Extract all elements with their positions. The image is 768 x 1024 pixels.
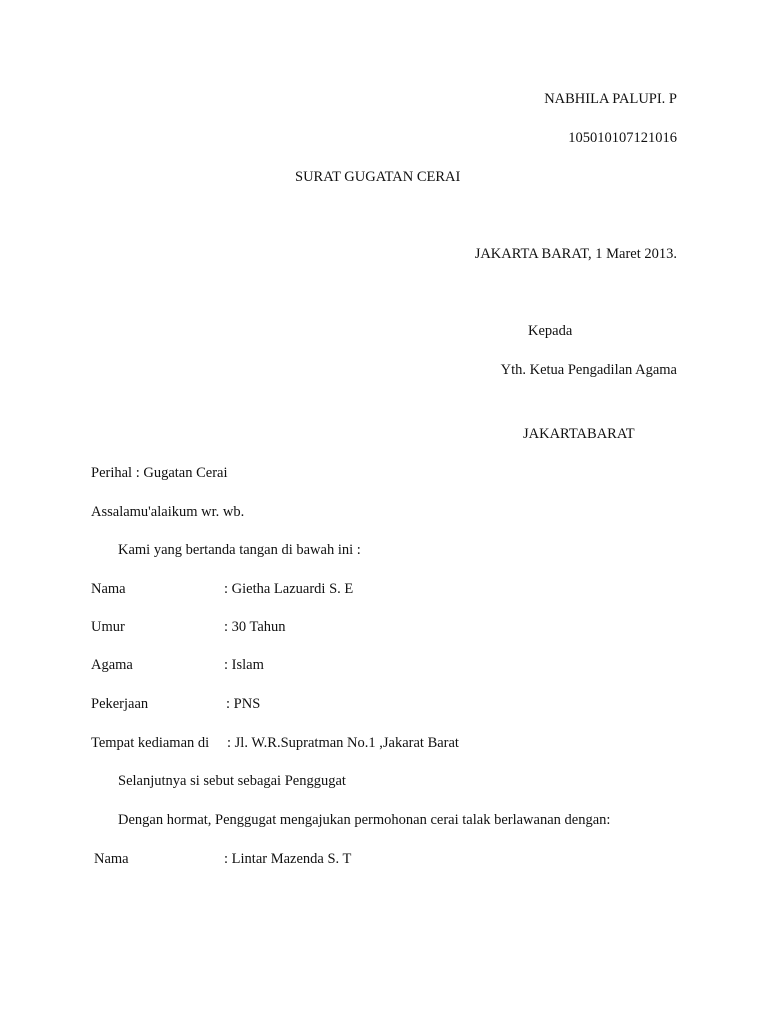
plaintiff-occupation-value: : PNS	[226, 696, 261, 712]
defendant-name-value: : Lintar Mazenda S. T	[224, 851, 352, 867]
petition-paragraph: Dengan hormat, Penggugat mengajukan permohonan cerai talak berlawanan dengan:	[118, 812, 611, 828]
greeting: Assalamu'alaikum wr. wb.	[91, 504, 245, 520]
plaintiff-age-label: Umur	[91, 619, 125, 635]
recipient-addressee: Yth. Ketua Pengadilan Agama	[500, 362, 677, 378]
recipient-city: JAKARTABARAT	[523, 426, 635, 442]
plaintiff-residence-label: Tempat kediaman di	[91, 735, 210, 751]
plaintiff-residence-value: : Jl. W.R.Supratman No.1 ,Jakarat Barat	[227, 735, 459, 751]
place-date: JAKARTA BARAT, 1 Maret 2013.	[474, 246, 677, 262]
recipient-to: Kepada	[528, 323, 573, 339]
plaintiff-religion-label: Agama	[91, 657, 133, 673]
plaintiff-age-value: : 30 Tahun	[224, 619, 286, 635]
plaintiff-religion-value: : Islam	[224, 657, 264, 673]
intro-paragraph: Kami yang bertanda tangan di bawah ini :	[118, 542, 361, 558]
author-name: NABHILA PALUPI. P	[544, 91, 677, 107]
subject-line: Perihal : Gugatan Cerai	[91, 465, 228, 481]
plaintiff-name-value: : Gietha Lazuardi S. E	[224, 581, 354, 597]
defendant-name-label: Nama	[94, 851, 129, 867]
plaintiff-designation: Selanjutnya si sebut sebagai Penggugat	[118, 773, 346, 789]
letter-title: SURAT GUGATAN CERAI	[295, 169, 461, 185]
author-id-number: 105010107121016	[568, 130, 677, 146]
plaintiff-occupation-label: Pekerjaan	[91, 696, 149, 712]
plaintiff-name-label: Nama	[91, 581, 126, 597]
